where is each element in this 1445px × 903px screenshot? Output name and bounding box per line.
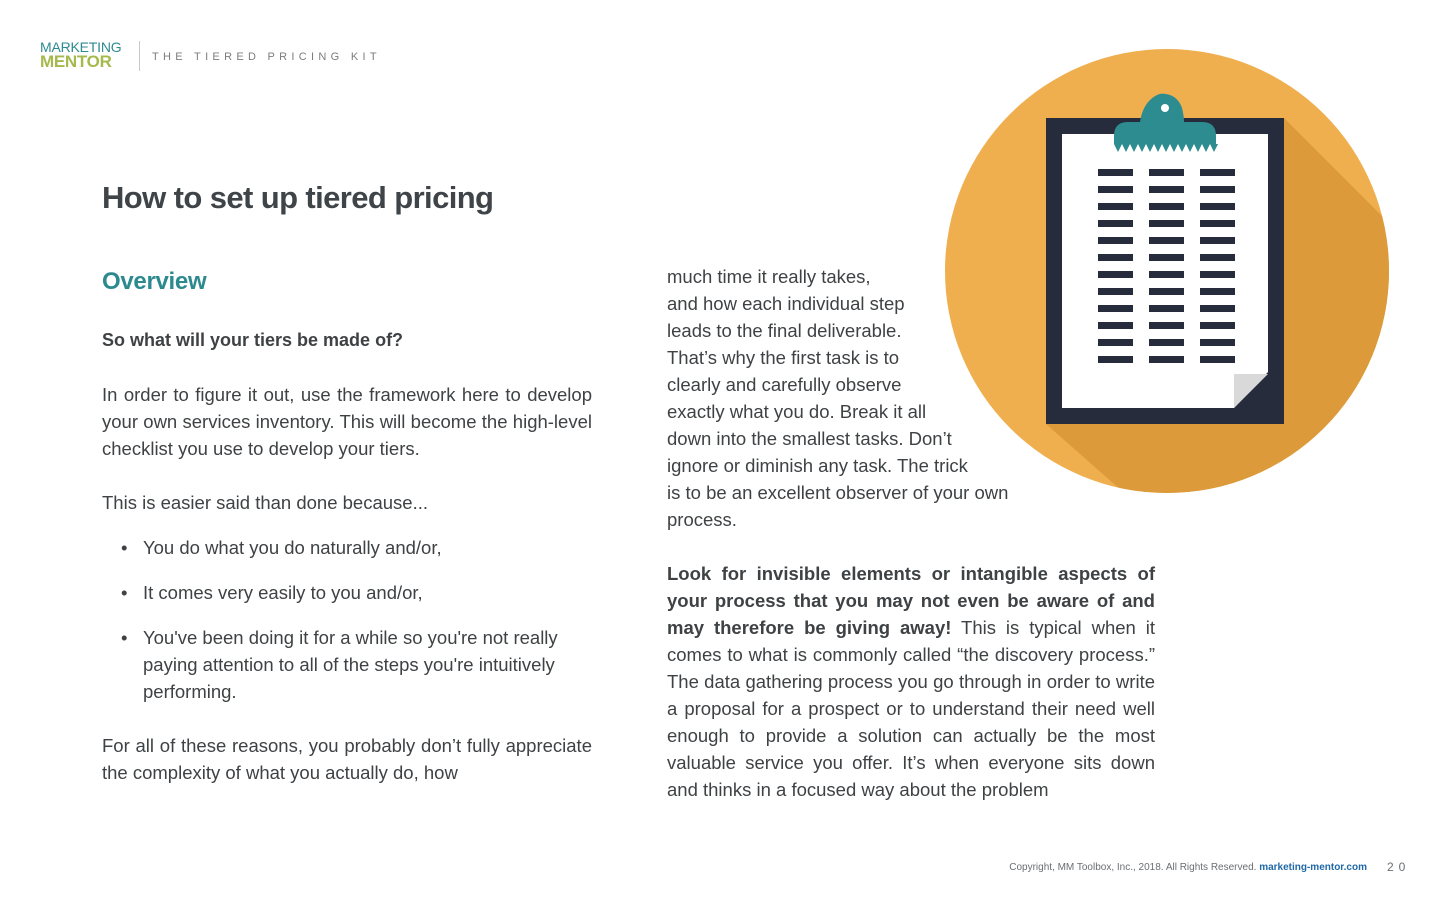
checklist-line xyxy=(1149,288,1184,295)
header-divider xyxy=(139,41,140,71)
copyright-text: Copyright, MM Toolbox, Inc., 2018. All Rights Reserved. xyxy=(1009,862,1257,873)
checklist-line xyxy=(1098,305,1133,312)
checklist-line xyxy=(1098,322,1133,329)
checklist-line xyxy=(1149,305,1184,312)
checklist-line xyxy=(1149,220,1184,227)
paragraph-framework: In order to figure it out, use the framework here to develop your own services inventory. This will become the high-level checklist you use to develop your tiers. xyxy=(102,384,592,459)
checklist-line xyxy=(1098,254,1133,261)
checklist-line xyxy=(1200,237,1235,244)
section-heading: Overview xyxy=(102,268,207,295)
brand-logo-line1: MARKETING xyxy=(40,39,122,55)
checklist-line xyxy=(1149,186,1184,193)
checklist-line xyxy=(1200,203,1235,210)
checklist-line xyxy=(1200,169,1235,176)
intro-question: So what will your tiers be made of? xyxy=(102,330,404,350)
checklist-line xyxy=(1149,254,1184,261)
paragraph-observe: much time it really takes, and how each individual step leads to the final deliverable. That’s why the first task is to clearly and carefully observe exactly what you do. Break it all down into the smallest tasks. Don’t ignore or diminish any task. The trick is to be an excellent observer of your own process. xyxy=(667,266,1009,530)
checklist-line xyxy=(1200,288,1235,295)
checklist-line xyxy=(1200,186,1235,193)
list-item: • It comes very easily to you and/or, xyxy=(102,579,592,606)
checklist-line xyxy=(1200,322,1235,329)
paragraph-invisible-elements xyxy=(667,560,1155,803)
checklist-line xyxy=(1098,186,1133,193)
checklist-line xyxy=(1149,271,1184,278)
brand-logo xyxy=(40,40,121,70)
checklist-line xyxy=(1098,203,1133,210)
footer-link[interactable]: marketing-mentor.com xyxy=(1259,862,1367,873)
checklist-line xyxy=(1098,339,1133,346)
footer xyxy=(1009,862,1367,873)
brand-logo-line2: MENTOR xyxy=(40,52,112,71)
checklist-line xyxy=(1098,288,1133,295)
paragraph-complexity: For all of these reasons, you probably don’t fully appreciate the complexity of what you actually do, how xyxy=(102,735,592,783)
body-text: This is typical when it comes to what is commonly called “the discovery process.” The data gathering process you go through in order to write a proposal for a prospect or to understand their need well enough to provide a solution can actually be the most valuable service you offer. It’s when everyone sits down and thinks in a focused way about the problem xyxy=(667,617,1155,800)
page-number: 20 xyxy=(1387,860,1411,874)
kit-title: THE TIERED PRICING KIT xyxy=(152,51,381,63)
checklist-line xyxy=(1200,339,1235,346)
checklist-line xyxy=(1098,271,1133,278)
checklist-line xyxy=(1149,322,1184,329)
left-column xyxy=(102,327,592,786)
checklist-line xyxy=(1149,169,1184,176)
clipboard-icon xyxy=(944,48,1390,494)
checklist-line xyxy=(1200,305,1235,312)
checklist-line xyxy=(1149,203,1184,210)
checklist-line xyxy=(1098,169,1133,176)
list-item: • You do what you do naturally and/or, xyxy=(102,534,592,561)
reasons-list xyxy=(102,534,592,705)
checklist-line xyxy=(1200,271,1235,278)
checklist-line xyxy=(1149,237,1184,244)
page-title: How to set up tiered pricing xyxy=(102,180,494,215)
emphasis-text: Look for invisible elements or intangible aspects of your process that you may not even be aware of and may therefore be giving away! xyxy=(667,563,1155,638)
checklist-line xyxy=(1098,220,1133,227)
checklist-line xyxy=(1098,237,1133,244)
paragraph-easier-said: This is easier said than done because... xyxy=(102,492,428,513)
list-item: • You've been doing it for a while so you're not really paying attention to all of the steps you're intuitively performing. xyxy=(102,624,592,705)
checklist-line xyxy=(1200,254,1235,261)
checklist-line xyxy=(1149,356,1184,363)
checklist-line xyxy=(1149,339,1184,346)
checklist-line xyxy=(1200,356,1235,363)
checklist-line xyxy=(1200,220,1235,227)
checklist-line xyxy=(1098,356,1133,363)
